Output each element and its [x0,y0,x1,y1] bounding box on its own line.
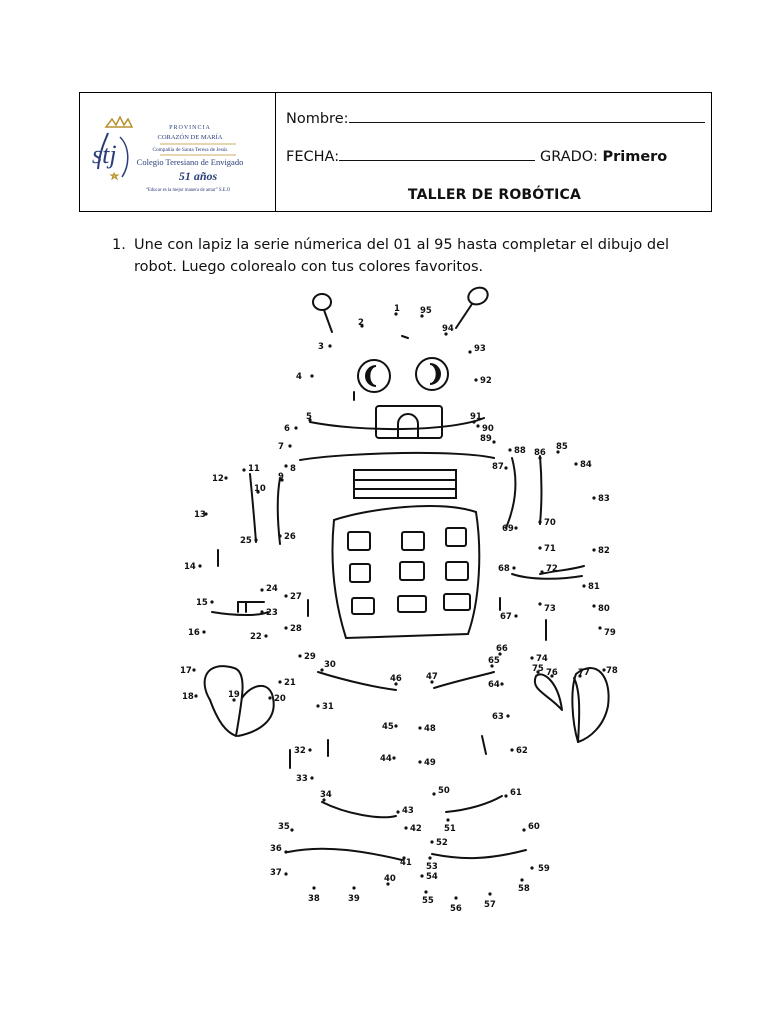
chest-button [350,564,370,582]
dot-number-label: 17 [180,666,192,676]
dot-number-label: 67 [500,612,512,622]
dot-number-label: 29 [304,652,316,662]
grado-field [540,149,667,165]
dot-27 [284,594,287,597]
dot-71 [538,546,541,549]
dot-number-label: 31 [322,702,334,712]
dot-74 [530,656,533,659]
header-table [79,92,712,212]
chest-button [400,562,424,580]
left-foot-line [288,849,402,860]
dot-number-label: 30 [324,660,336,670]
dot-number-label: 79 [604,628,616,638]
dot-67 [514,614,517,617]
right-pupil [430,364,440,384]
dot-81 [582,584,585,587]
dot-number-label: 23 [266,608,278,618]
logo-province-line2: CORAZÓN DE MARÍA [157,134,223,141]
dot-37 [284,872,287,875]
dot-number-label: 8 [290,464,296,474]
dot-number-label: 28 [290,624,302,634]
mouth-box [376,406,442,438]
chest-button [398,596,426,612]
dot-68 [512,566,515,569]
waist-line-left [318,672,396,690]
dot-93 [468,350,471,353]
dot-number-label: 87 [492,462,504,472]
dot-number-label: 90 [482,424,494,434]
dot-6 [294,426,297,429]
dot-number-label: 24 [266,584,278,594]
dot-number-label: 73 [544,604,556,614]
dot-number-label: 69 [502,524,514,534]
dot-number-label: 18 [182,692,194,702]
dot-number-label: 14 [184,562,196,572]
dot-92 [474,378,477,381]
dot-number-label: 52 [436,838,448,848]
dot-61 [504,794,507,797]
dot-number-label: 74 [536,654,548,664]
dot-26 [278,534,281,537]
shoulder-line [300,453,494,460]
dot-16 [202,630,205,633]
dot-82 [592,548,595,551]
dot-90 [476,424,479,427]
dot-number-label: 36 [270,844,282,854]
dot-number-label: 84 [580,460,592,470]
right-antenna-stick [456,304,472,328]
right-hand [535,674,562,710]
dot-42 [404,826,407,829]
dot-14 [198,564,201,567]
dot-number-label: 32 [294,746,306,756]
right-foot-line [432,850,526,858]
waist-line-right [434,672,494,688]
dot-number-label: 40 [384,874,396,884]
dot-48 [418,726,421,729]
right-leg-line [446,796,502,812]
logo-cell [80,93,276,211]
dot-number-label: 80 [598,604,610,614]
dot-number-label: 26 [284,532,296,542]
dot-number-label: 12 [212,474,224,484]
dot-45 [394,724,397,727]
grado-label: GRADO: [540,149,598,165]
dot-53 [428,856,431,859]
dot-20 [268,696,271,699]
grado-value: Primero [602,149,668,165]
dot-57 [488,892,491,895]
dot-number-label: 55 [422,896,434,906]
dot-number-label: 88 [514,446,526,456]
dot-number-label: 66 [496,644,508,654]
dot-38 [312,886,315,889]
dot-number-label: 46 [390,674,402,684]
dot-number-label: 56 [450,904,462,914]
dot-number-label: 70 [544,518,556,528]
chest-button [402,532,424,550]
nombre-field[interactable] [286,111,705,127]
right-antenna-ball [466,285,491,308]
dot-29 [298,654,301,657]
dot-number-label: 1 [394,304,400,314]
dot-number-label: 85 [556,442,568,452]
right-eye [416,358,448,390]
dot-number-label: 75 [532,664,544,674]
dot-number-label: 11 [248,464,260,474]
dot-number-label: 59 [538,864,550,874]
dot-number-label: 2 [358,318,364,328]
dot-12 [224,476,227,479]
dot-43 [396,810,399,813]
logo-school-name: Colegio Teresiano de Envigado [136,157,244,167]
dot-number-label: 16 [188,628,200,638]
instruction-text: Une con lapiz la serie númerica del 01 al 95 hasta completar el dibujo del robot. Luego colorealo con tus colores favoritos. [134,237,670,275]
dot-21 [278,680,281,683]
dot-69 [514,526,517,529]
logo-anniversary: 51 años [178,169,218,183]
logo-congregation: Compañía de Santa Teresa de Jesús [152,147,228,153]
left-pupil [366,366,376,386]
dot-7 [288,444,291,447]
dot-number-label: 44 [380,754,392,764]
left-eye [358,360,390,392]
dot-11 [242,468,245,471]
dot-number-label: 61 [510,788,522,798]
dot-number-label: 63 [492,712,504,722]
dot-44 [392,756,395,759]
dot-number-label: 94 [442,324,454,334]
dot-number-label: 4 [296,372,302,382]
dot-36 [284,850,287,853]
nombre-blank-line[interactable] [349,121,705,123]
dot-number-label: 71 [544,544,556,554]
dot-number-label: 51 [444,824,456,834]
worksheet-title: TALLER DE ROBÓTICA [407,187,582,203]
dot-28 [284,626,287,629]
dot-number-label: 54 [426,872,438,882]
dot-88 [508,448,511,451]
dot-83 [592,496,595,499]
dot-64 [500,682,503,685]
mouth-tooth [398,414,418,438]
chest-button [446,528,466,546]
dot-73 [538,602,541,605]
dot-59 [530,866,533,869]
dot-8 [284,464,287,467]
dot-number-label: 49 [424,758,436,768]
dot-number-label: 13 [194,510,206,520]
left-antenna-stick [324,310,332,332]
dot-49 [418,760,421,763]
dot-number-label: 81 [588,582,600,592]
dot-number-label: 25 [240,536,252,546]
dot-number-label: 33 [296,774,308,784]
dot-number-label: 19 [228,690,240,700]
chest-panel [333,506,480,638]
dot-15 [210,600,213,603]
dot-number-label: 5 [306,412,312,422]
school-logo [86,99,270,207]
chest-button [352,598,374,614]
dot-number-label: 21 [284,678,296,688]
dot-number-label: 6 [284,424,290,434]
dot-number-label: 47 [426,672,438,682]
dot-number-label: 89 [480,434,492,444]
dot-60 [522,828,525,831]
dot-number-label: 39 [348,894,360,904]
dot-23 [260,610,263,613]
dot-63 [506,714,509,717]
dot-51 [446,818,449,821]
dot-25 [254,538,257,541]
dot-number-label: 60 [528,822,540,832]
dot-35 [290,828,293,831]
dot-number-label: 65 [488,656,500,666]
dot-number-label: 50 [438,786,450,796]
logo-motto: “Educar es la mejor manera de amar” S.E.O [145,188,231,193]
dot-number-label: 83 [598,494,610,504]
dot-number-label: 72 [546,564,558,574]
dot-50 [432,792,435,795]
dot-number-label: 53 [426,862,438,872]
dot-56 [454,896,457,899]
crest-icon [92,117,132,179]
dot-number-label: 42 [410,824,422,834]
dot-17 [192,668,195,671]
dot-number-label: 92 [480,376,492,386]
dot-number-label: 57 [484,900,496,910]
dot-number-label: 86 [534,448,546,458]
fecha-label: FECHA: [286,149,340,165]
robot-dot-to-dot [150,280,630,920]
dot-number-label: 62 [516,746,528,756]
dot-number-label: 34 [320,790,332,800]
dot-number-label: 7 [278,442,284,452]
chest-button [444,594,470,610]
logo-province-line1: PROVINCIA [169,125,211,131]
dot-number-label: 77 [578,668,590,678]
dot-4 [310,374,313,377]
dot-number-label: 76 [546,668,558,678]
dot-number-label: 58 [518,884,530,894]
dot-number-label: 93 [474,344,486,354]
dot-54 [420,874,423,877]
dot-number-label: 82 [598,546,610,556]
dot-32 [308,748,311,751]
head-top-mark [402,336,408,338]
dot-62 [510,748,513,751]
dot-number-label: 15 [196,598,208,608]
left-leg-line [322,802,396,817]
dot-number-label: 37 [270,868,282,878]
dot-58 [520,878,523,881]
dot-number-label: 27 [290,592,302,602]
dot-number-label: 68 [498,564,510,574]
dot-87 [504,466,507,469]
dot-number-label: 43 [402,806,414,816]
stj-monogram: stj [92,140,117,169]
dot-number-label: 64 [488,680,500,690]
dot-18 [194,694,197,697]
dot-39 [352,886,355,889]
dot-number-label: 38 [308,894,320,904]
dot-number-label: 22 [250,632,262,642]
dot-number-label: 10 [254,484,266,494]
dot-55 [424,890,427,893]
dot-number-label: 35 [278,822,290,832]
nombre-label: Nombre: [286,111,349,127]
dot-72 [540,570,543,573]
dot-79 [598,626,601,629]
instruction-number: 1. [112,237,126,253]
dot-number-label: 20 [274,694,286,704]
dot-31 [316,704,319,707]
dot-22 [264,634,267,637]
fecha-blank-line[interactable] [339,159,535,161]
fecha-field[interactable] [286,149,535,165]
dot-number-label: 45 [382,722,394,732]
dot-80 [592,604,595,607]
left-antenna-ball [313,294,331,310]
dot-70 [538,520,541,523]
dot-84 [574,462,577,465]
dot-number-label: 95 [420,306,432,316]
dot-89 [492,440,495,443]
dot-number-label: 48 [424,724,436,734]
dot-3 [328,344,331,347]
dot-33 [310,776,313,779]
dot-number-label: 3 [318,342,324,352]
dot-number-label: 9 [278,472,284,482]
neck-rings [354,470,456,498]
dot-number-label: 41 [400,858,412,868]
dot-52 [430,840,433,843]
dot-24 [260,588,263,591]
chest-button [348,532,370,550]
dot-number-label: 78 [606,666,618,676]
chest-button [446,562,468,580]
dot-number-label: 91 [470,412,482,422]
